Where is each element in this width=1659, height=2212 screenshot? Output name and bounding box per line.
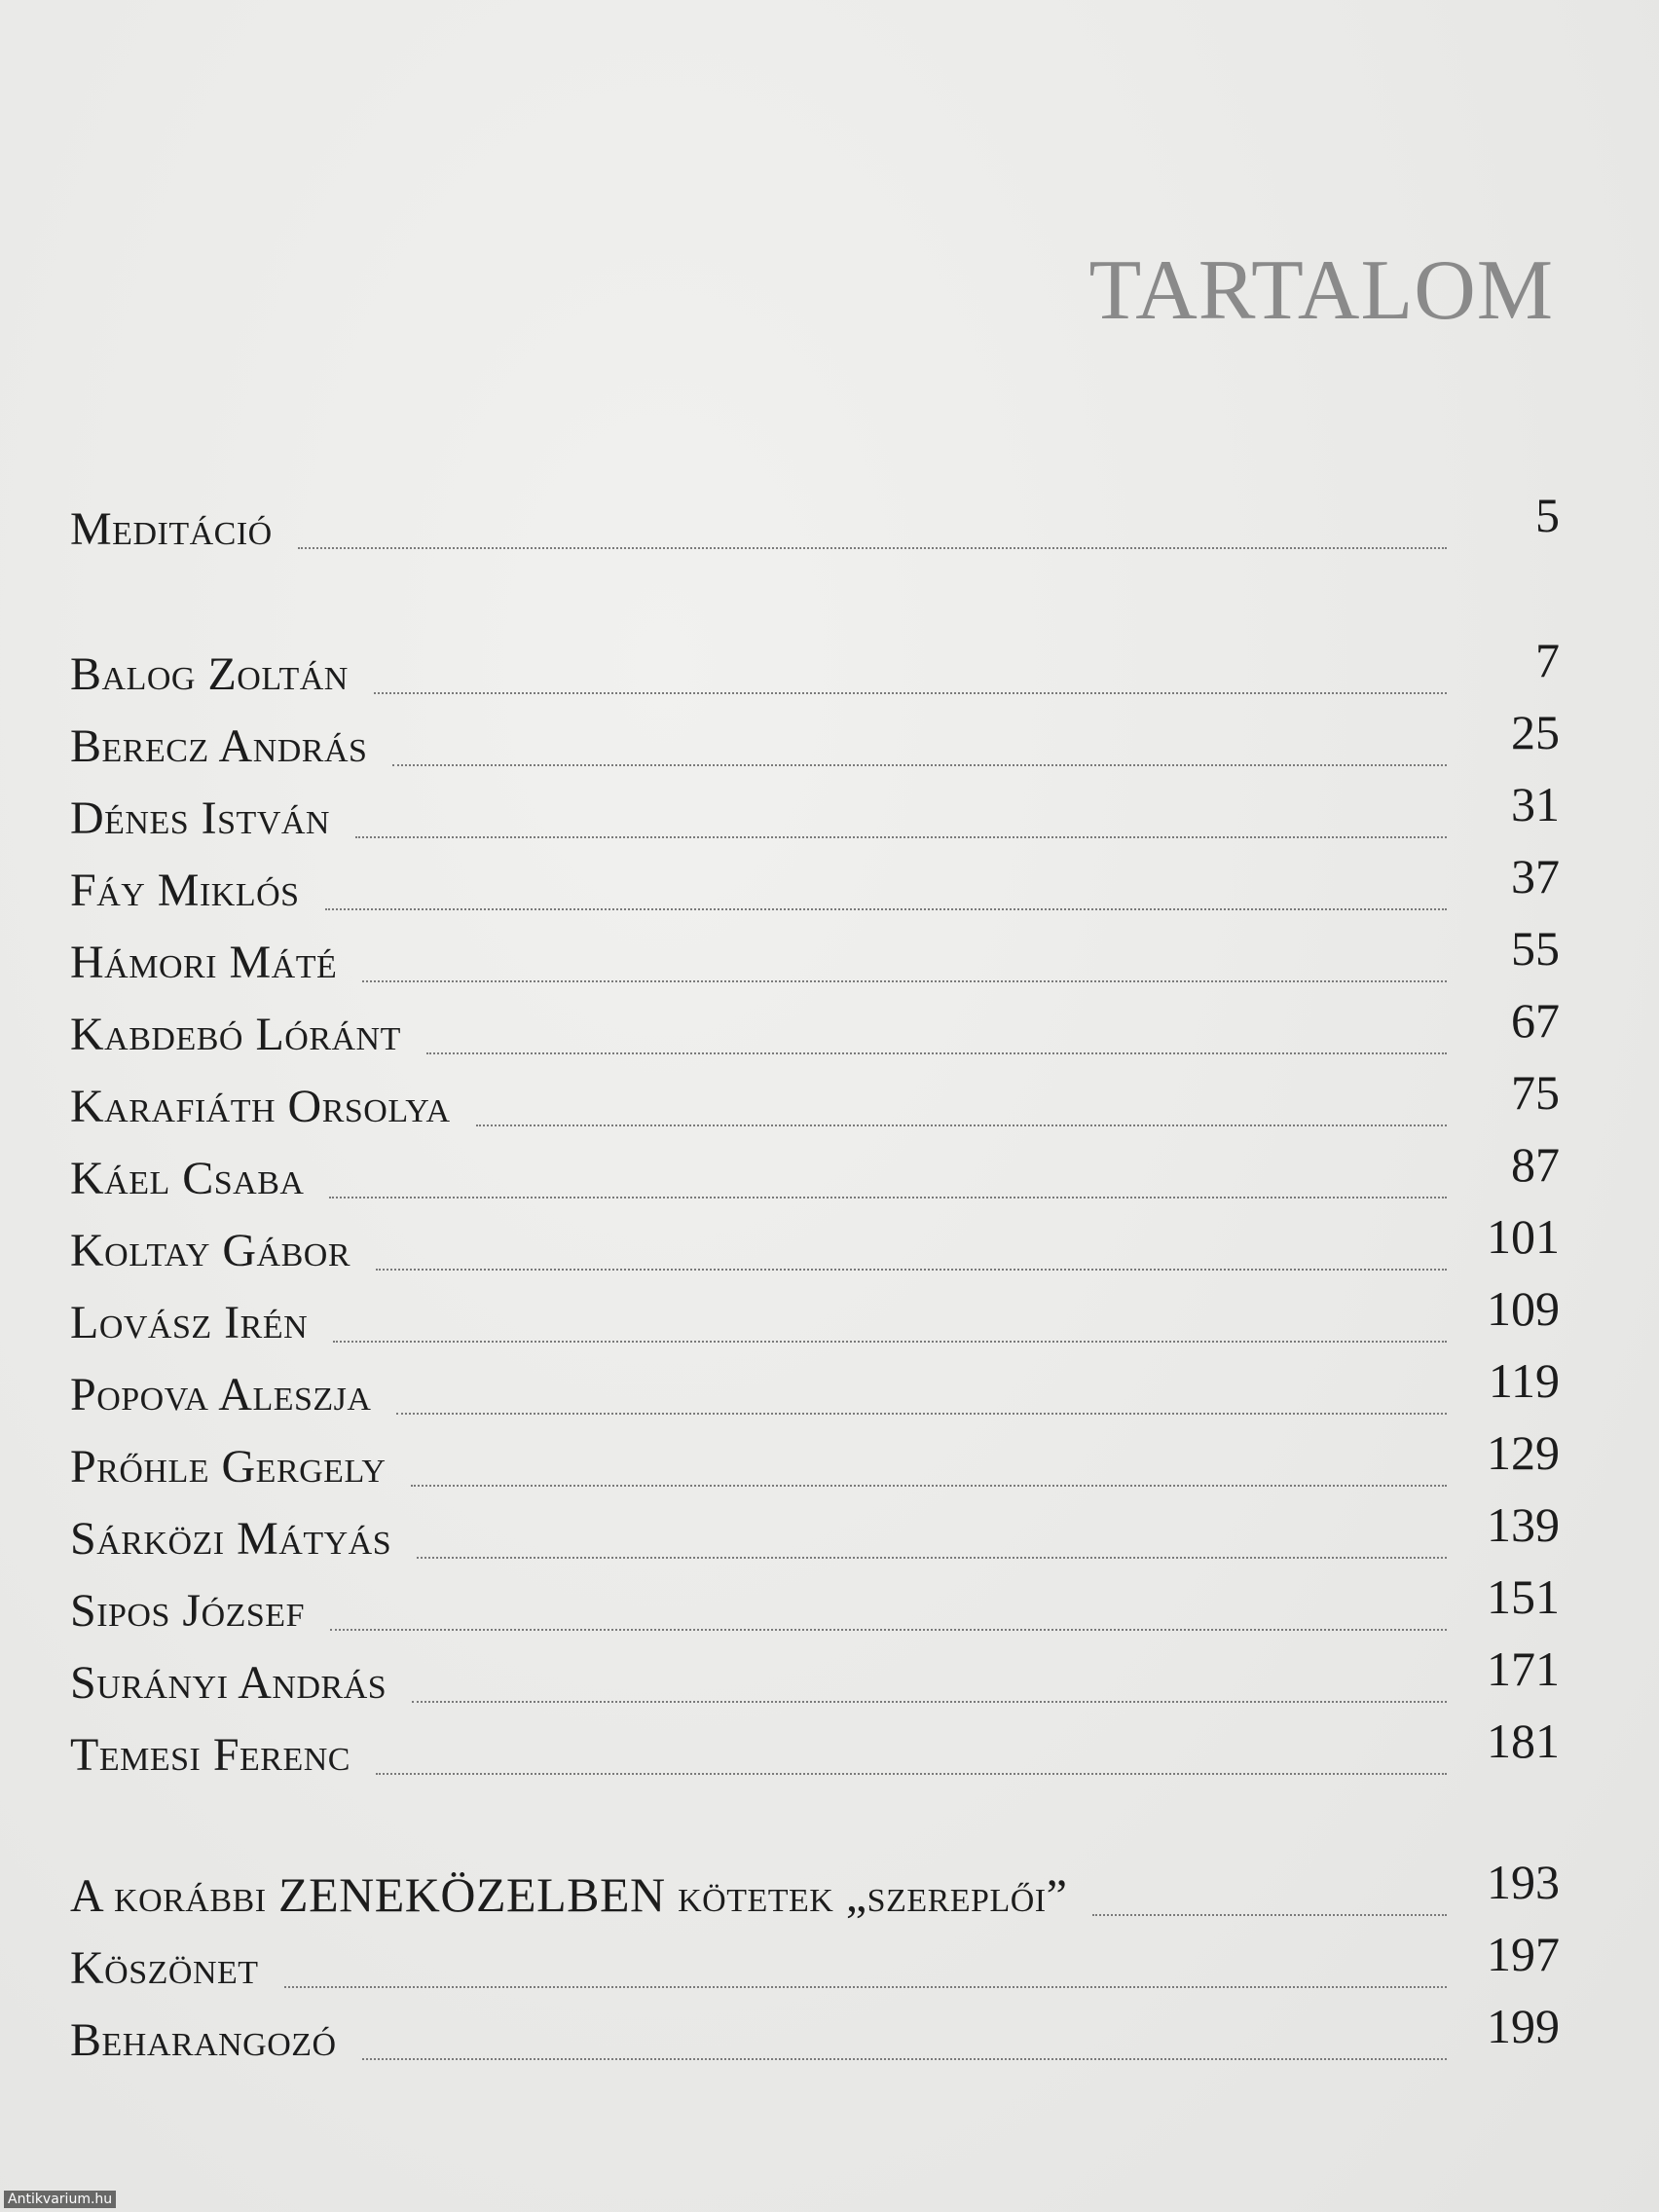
dot-leader: [417, 1557, 1447, 1559]
dot-leader: [355, 836, 1447, 838]
dot-leader: [362, 980, 1447, 982]
toc-entry-page: 31: [1511, 777, 1560, 831]
toc-entry: [70, 1425, 1560, 1493]
toc-entry: [70, 1569, 1560, 1637]
toc-entry-page: 109: [1487, 1281, 1560, 1336]
dot-leader: [325, 908, 1447, 910]
toc-entry-meditacio: [70, 488, 1560, 555]
toc-entry-title: Surányi András: [70, 1657, 387, 1709]
toc-entry-title: Berecz András: [70, 720, 368, 772]
toc-entry-page: 25: [1511, 705, 1560, 759]
dot-leader: [476, 1124, 1447, 1126]
toc-entry: [70, 1209, 1560, 1276]
toc-heading: TARTALOM: [1088, 243, 1554, 338]
toc-entry: [70, 921, 1560, 988]
dot-leader: [376, 1773, 1447, 1775]
toc-entry-title-series: ZENEKÖZELBEN: [278, 1867, 666, 1922]
toc-entry-page: 199: [1487, 1999, 1560, 2053]
toc-entry-title: Dénes István: [70, 793, 330, 844]
toc-entry-page: 37: [1511, 849, 1560, 903]
dot-leader: [329, 1197, 1447, 1198]
toc-entry-appendix: [70, 1855, 1560, 1922]
toc-entry-page: 119: [1488, 1353, 1560, 1408]
toc-entry-page: 171: [1487, 1641, 1560, 1696]
dot-leader: [284, 1986, 1447, 1988]
toc-entry: [70, 1497, 1560, 1565]
toc-entry: [70, 705, 1560, 772]
dot-leader: [374, 692, 1447, 694]
toc-entry-title: Sipos József: [70, 1585, 305, 1637]
toc-entry-title: Popova Aleszja: [70, 1369, 372, 1420]
toc-entry-page: 139: [1487, 1497, 1560, 1552]
toc-entry-page: 101: [1487, 1209, 1560, 1264]
toc-entry: [70, 849, 1560, 916]
dot-leader: [362, 2058, 1447, 2060]
toc-entry-title: Koltay Gábor: [70, 1225, 351, 1276]
dot-leader: [412, 1701, 1447, 1703]
dot-leader: [396, 1413, 1447, 1415]
toc-entry-title: Karafiáth Orsolya: [70, 1081, 451, 1132]
toc-entry-page: 129: [1487, 1425, 1560, 1480]
toc-entry-page: 181: [1487, 1714, 1560, 1768]
dot-leader: [376, 1269, 1447, 1271]
toc-entry-title: [70, 1867, 1068, 1922]
toc-entry: [70, 1281, 1560, 1348]
dot-leader: [392, 764, 1447, 766]
dot-leader: [333, 1341, 1447, 1343]
toc-entry-title: Lovász Irén: [70, 1297, 309, 1348]
toc-entry: [70, 1641, 1560, 1709]
dot-leader: [330, 1629, 1447, 1631]
toc-entry: [70, 993, 1560, 1060]
toc-entry-title: Meditáció: [70, 503, 273, 555]
toc-entry-page: 5: [1535, 488, 1560, 542]
toc-entry-title: Beharangozó: [70, 2014, 337, 2066]
dot-leader: [1092, 1914, 1447, 1916]
toc-entry-title-post: kötetek „szereplői”: [665, 1870, 1068, 1922]
toc-entry-title: Köszönet: [70, 1942, 259, 1994]
toc-entry-page: 197: [1487, 1927, 1560, 1981]
toc-entry-page: 87: [1511, 1137, 1560, 1192]
toc-entry: [70, 1065, 1560, 1132]
toc-entry-appendix: [70, 1927, 1560, 1994]
toc-entry: [70, 777, 1560, 844]
dot-leader: [298, 547, 1447, 549]
toc-entry-page: 67: [1511, 993, 1560, 1048]
toc-entry-title: Temesi Ferenc: [70, 1729, 350, 1781]
toc-entry-page: 75: [1511, 1065, 1560, 1120]
toc-entry-page: 7: [1535, 633, 1560, 687]
toc-entry-page: 193: [1487, 1855, 1560, 1909]
toc-entry-appendix: [70, 1999, 1560, 2066]
toc-entry-title: Káel Csaba: [70, 1153, 305, 1204]
toc-entry-page: 151: [1487, 1569, 1560, 1624]
toc-entry-title: Prőhle Gergely: [70, 1441, 387, 1493]
toc-entry: [70, 1714, 1560, 1781]
dot-leader: [426, 1052, 1447, 1054]
toc-entry: [70, 1353, 1560, 1420]
toc-entry-page: 55: [1511, 921, 1560, 976]
toc-entry-title-pre: A korábbi: [70, 1870, 279, 1922]
toc-entry-title: Kabdebó Lóránt: [70, 1009, 401, 1060]
toc-entry: [70, 633, 1560, 700]
toc-entry-title: Hámori Máté: [70, 937, 338, 988]
toc-entry: [70, 1137, 1560, 1204]
toc-entry-title: Fáy Miklós: [70, 865, 300, 916]
toc-entry-title: Sárközi Mátyás: [70, 1513, 392, 1565]
watermark: Antikvarium.hu: [4, 2191, 116, 2208]
toc-entry-title: Balog Zoltán: [70, 648, 349, 700]
dot-leader: [411, 1485, 1447, 1487]
